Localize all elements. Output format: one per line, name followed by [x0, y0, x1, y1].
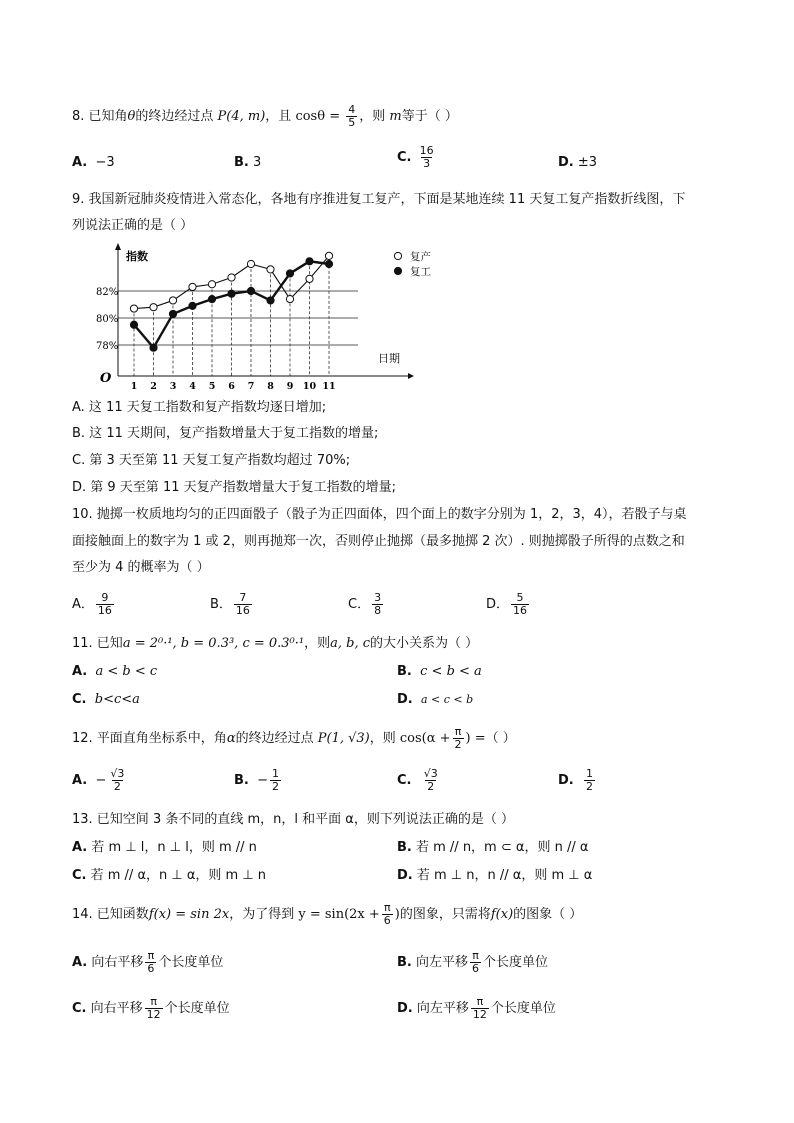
- x-axis-arrow: [408, 373, 414, 379]
- y-axis-arrow: [115, 243, 121, 250]
- data-point: [267, 266, 274, 273]
- y-tick-label: 80%: [96, 314, 119, 325]
- q12-option-b: B. − $\frac{1}{2}$: [234, 767, 280, 793]
- q8-text5: 等于（ ）: [401, 109, 458, 124]
- data-point: [247, 260, 254, 267]
- q10-stem-line1: 10. 抛掷一枚质地均匀的正四面骰子（骰子为正四面体，四个面上的数字分别为 1，2，3，4），若骰子与桌: [72, 507, 687, 522]
- q10-stem-line3: 至少为 4 的概率为（ ）: [72, 560, 210, 575]
- x-tick-label: 11: [322, 381, 336, 392]
- q8-m: m: [389, 109, 402, 124]
- q13-option-a: A. 若 m ⊥ l，n ⊥ l，则 m // n: [72, 840, 257, 855]
- x-tick-label: 8: [267, 381, 274, 392]
- q12-option-d: D. $\frac{1}{2}$: [558, 767, 593, 793]
- legend-label: 复产: [410, 251, 431, 263]
- x-tick-label: 3: [169, 381, 177, 392]
- series-line-fuchan: [134, 256, 329, 309]
- data-point: [228, 290, 235, 297]
- q9-option-a: A. 这 11 天复工指数和复产指数均逐日增加;: [72, 400, 327, 415]
- data-point: [169, 310, 176, 317]
- data-point: [208, 296, 215, 303]
- q8-option-b: B. 3: [234, 155, 262, 170]
- x-tick-label: 7: [247, 381, 255, 392]
- q12-cos: cos(α +: [399, 731, 451, 746]
- legend-label: 复工: [410, 266, 431, 278]
- data-point: [286, 270, 293, 277]
- q14-option-b: B. 向左平移 $\frac{\pi}{6}$ 个长度单位: [397, 949, 549, 975]
- q8-theta: θ: [127, 109, 136, 124]
- q14-function: f(x) = sin 2x: [148, 907, 230, 922]
- x-tick-label: 2: [150, 381, 157, 392]
- q10-option-d: D． $\frac{5}{16}$: [486, 591, 528, 617]
- data-point: [130, 305, 137, 312]
- q8-text: 8. 已知角: [72, 109, 128, 124]
- data-point: [189, 302, 196, 309]
- q9-stem-line1: 9. 我国新冠肺炎疫情进入常态化，各地有序推进复工复产，下面是某地连续 11 天复工复产指数折线图，下: [72, 192, 686, 207]
- x-tick-label: 4: [189, 381, 196, 392]
- q8-option-c: C. $\frac{16}{3}$: [397, 144, 434, 170]
- q13-option-d: D. 若 m ⊥ n，n // α，则 m ⊥ α: [397, 868, 593, 883]
- legend-marker: [394, 267, 401, 274]
- data-point: [325, 252, 332, 259]
- q8-cos: cosθ =: [295, 109, 341, 124]
- q10-option-c: C． $\frac{3}{8}$: [348, 591, 382, 617]
- q12-option-a: A. − $\frac{√3}{2}$: [72, 767, 125, 793]
- q9-stem-line2: 列说法正确的是（ ）: [72, 218, 194, 233]
- q8-fraction: $\frac{4}{5}$: [348, 103, 356, 129]
- data-point: [228, 274, 235, 281]
- data-point: [306, 275, 313, 282]
- q12-stem: 12. 平面直角坐标系中，角α的终边经过点 P(1, √3)，则 cos(α + $\frac{\pi}{2}$ ) =（ ）: [72, 725, 516, 751]
- data-point: [150, 344, 157, 351]
- q13-option-c: C. 若 m // α，n ⊥ α，则 m ⊥ n: [72, 868, 267, 883]
- y-tick-label: 78%: [96, 341, 119, 352]
- q14-option-a: A. 向右平移 $\frac{\pi}{6}$ 个长度单位: [72, 949, 224, 975]
- data-point: [247, 287, 254, 294]
- q13-option-b: B. 若 m // n，m ⊂ α，则 n // α: [397, 840, 589, 855]
- x-tick-label: 6: [228, 381, 235, 392]
- data-point: [267, 297, 274, 304]
- q9-line-chart: [96, 242, 436, 392]
- q8-text3: ，且: [265, 109, 292, 124]
- q8-option-d: D. ±3: [558, 155, 598, 170]
- q12-option-c: C. $\frac{√3}{2}$: [397, 767, 438, 793]
- q8-stem: [72, 104, 458, 129]
- q14-stem: 14. 已知函数f(x) = sin 2x，为了得到 y = sin(2x + $\frac{\pi}{6}$ )的图象，只需将f(x)的图象（ ）: [72, 901, 583, 927]
- q10-option-b: B． $\frac{7}{16}$: [210, 591, 250, 617]
- data-point: [286, 296, 293, 303]
- q11-option-c: C. b<c<a: [72, 692, 140, 707]
- q11-option-a: A. a < b < c: [72, 664, 158, 679]
- q11-expression: a = 2⁰·¹, b = 0.3³, c = 0.3⁰·¹: [122, 636, 305, 651]
- q14-option-c: C. 向右平移 $\frac{\pi}{12}$ 个长度单位: [72, 995, 230, 1021]
- q8-text2: 的终边经过点: [135, 109, 214, 124]
- q11-stem: 11. 已知a = 2⁰·¹, b = 0.3³, c = 0.3⁰·¹，则a, b, c的大小关系为（ ）: [72, 636, 479, 651]
- q13-stem: 13. 已知空间 3 条不同的直线 m，n，l 和平面 α，则下列说法正确的是（ ）: [72, 812, 514, 827]
- q8-text4: ，则: [359, 109, 386, 124]
- q10-stem-line2: 面接触面上的数字为 1 或 2，则再抛郑一次，否则停止抛掷（最多抛掷 2 次）. 则抛掷骰子所得的点数之和: [72, 534, 685, 549]
- q8-option-a: A. −3: [72, 155, 115, 170]
- q11-option-d: D. a < c < b: [397, 692, 474, 707]
- x-tick-label: 5: [208, 381, 216, 392]
- q14-option-d: D. 向左平移 $\frac{\pi}{12}$ 个长度单位: [397, 995, 556, 1021]
- data-point: [208, 281, 215, 288]
- q9-option-b: B. 这 11 天期间，复产指数增量大于复工指数的增量;: [72, 426, 379, 441]
- q9-option-c: C. 第 3 天至第 11 天复工复产指数均超过 70%;: [72, 453, 351, 468]
- x-tick-label: 9: [286, 381, 294, 392]
- y-axis-label: 指数: [126, 250, 148, 263]
- legend-marker: [394, 252, 401, 259]
- data-point: [325, 260, 332, 267]
- data-point: [150, 304, 157, 311]
- data-point: [306, 258, 313, 265]
- x-tick-label: 1: [130, 381, 138, 392]
- q8-point: P(4, m): [217, 109, 266, 124]
- q9-option-d: D. 第 9 天至第 11 天复产指数增量大于复工指数的增量;: [72, 480, 396, 495]
- q14-target-function: y = sin(2x +: [298, 907, 380, 922]
- y-tick-label: 82%: [96, 287, 119, 298]
- q11-option-b: B. c < b < a: [397, 664, 482, 679]
- data-point: [169, 297, 176, 304]
- x-tick-label: 10: [302, 381, 317, 392]
- data-point: [189, 283, 196, 290]
- q10-option-a: A． $\frac{9}{16}$: [72, 591, 112, 617]
- q12-point: P(1, √3): [317, 731, 370, 746]
- x-axis-label: 日期: [378, 352, 400, 365]
- data-point: [130, 321, 137, 328]
- origin-label: O: [100, 371, 112, 386]
